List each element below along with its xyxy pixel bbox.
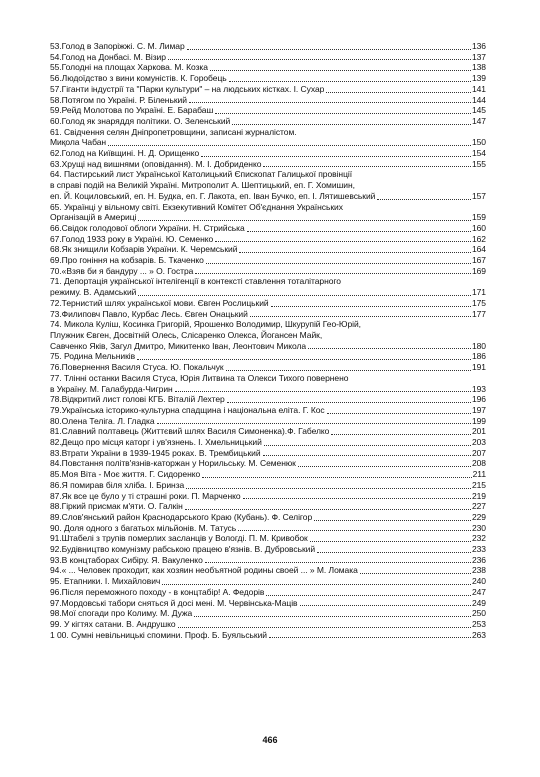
toc-entry	[50, 95, 486, 106]
toc-entry-page: 177	[471, 308, 486, 319]
toc-entry-last-line	[50, 148, 486, 159]
toc-entry-title-line: 65. Українці у вільному світі. Екзекутивний Комітет Об'єднання Українських	[50, 201, 343, 212]
dot-leader	[263, 166, 471, 167]
dot-leader	[157, 423, 471, 424]
dot-leader	[226, 370, 471, 371]
toc-entry-page: 232	[471, 533, 486, 544]
toc-entry	[50, 630, 486, 641]
toc-entry-title: 75. Родина Мельників	[50, 351, 136, 362]
toc-entry	[50, 159, 486, 170]
toc-entry-page: 145	[471, 105, 486, 116]
toc-entry-page: 201	[471, 426, 486, 437]
toc-entry-title-line: 64. Пастирський лист Української Католицький Єпископат Галицької провінції	[50, 169, 353, 180]
toc-entry-last-line	[50, 598, 486, 609]
dot-leader	[195, 273, 471, 274]
toc-entry-title: 93.В концтаборах Сибіру. Я. Вакуленко	[50, 554, 203, 565]
toc-entry-last-line	[50, 191, 486, 202]
toc-entry-last-line	[50, 234, 486, 245]
toc-entry-last-line	[50, 159, 486, 170]
toc-entry	[50, 608, 486, 619]
toc-entry-title: 98.Мої спогади про Колиму. М. Дужа	[50, 608, 193, 619]
toc-entry-title: 91.Штабелі з трупів померлих засланців у Вологді. П. М. Кривобок	[50, 533, 308, 544]
toc-entry-page: 157	[471, 190, 486, 201]
toc-entry	[50, 362, 486, 373]
dot-leader	[185, 509, 471, 510]
toc-entry	[50, 266, 486, 277]
toc-entry-last-line	[50, 630, 486, 641]
toc-entry-page: 211	[472, 469, 486, 480]
toc-entry-last-line	[50, 480, 486, 491]
dot-leader	[215, 241, 471, 242]
toc-entry-page: 167	[471, 255, 486, 266]
toc-entry-title: 76.Повернення Василя Стуса. Ю. Покальчук	[50, 362, 224, 373]
toc-entry	[50, 148, 486, 159]
toc-entry-title: 80.Олена Теліга. Л. Гладка	[50, 415, 155, 426]
toc-entry	[50, 84, 486, 95]
dot-leader	[206, 263, 471, 264]
toc-entry-title: 86.Я помирав біля хліба. І. Бринза	[50, 479, 185, 490]
toc-entry-page: 197	[471, 404, 486, 415]
toc-entry-last-line	[50, 52, 486, 63]
toc-entry	[50, 426, 486, 437]
toc-entry-title: 69.Про гоніння на кобзарів. Б. Ткаченко	[50, 255, 204, 266]
toc-entry-last-line	[50, 587, 486, 598]
toc-entry-title: 66.Свідок голодової облоги України. Н. Стрийська	[50, 222, 245, 233]
toc-entry-page: 191	[471, 362, 486, 373]
toc-entry-title: 57.Гіганти індустрії та "Парки культури" – на людських кістках. І. Сухар	[50, 83, 325, 94]
toc-entry-page: 138	[471, 62, 486, 73]
toc-entry	[50, 276, 486, 297]
toc-entry-title: 63.Хрущі над вишнями (оповідання). М. І. Добриденко	[50, 158, 262, 169]
toc-entry-title: 55.Голодні на площах Харкова. М. Козка	[50, 62, 208, 73]
toc-entry-title-line: 77. Тлінні останки Василя Стуса, Юрія Литвина та Олекси Тихого повернено	[50, 372, 349, 383]
toc-entry	[50, 202, 486, 223]
toc-entry-last-line	[50, 362, 486, 373]
dot-leader	[263, 455, 471, 456]
toc-entry	[50, 458, 486, 469]
toc-entry-page: 253	[471, 618, 486, 629]
toc-entry-page: 193	[471, 383, 486, 394]
toc-entry-last-line	[50, 555, 486, 566]
toc-entry-page: 154	[471, 148, 486, 159]
dot-leader	[243, 498, 471, 499]
toc-entry-last-line	[50, 448, 486, 459]
toc-entry-last-line	[50, 576, 486, 587]
toc-entry-last-line	[50, 426, 486, 437]
toc-entry-page: 247	[471, 586, 486, 597]
toc-entry-title: еп. Й. Коциловський, еп. Н. Будка, еп. Г. Лакота, еп. Іван Бучко, еп. І. Лятишевський	[50, 190, 376, 201]
toc-entry-title: 70.«Взяв би я бандуру ... » О. Гостра	[50, 265, 194, 276]
dot-leader	[178, 627, 471, 628]
toc-entry-last-line	[50, 384, 486, 395]
toc-entry-title: 58.Потягом по Україні. Р. Біленький	[50, 94, 187, 105]
dot-leader	[227, 402, 471, 403]
toc-entry-page: 180	[471, 340, 486, 351]
toc-entry-last-line	[50, 394, 486, 405]
toc-entry-title: 97.Мордовські табори сняться й досі мені. М. Червінська-Маців	[50, 597, 298, 608]
toc-entry-page: 144	[471, 94, 486, 105]
toc-entry	[50, 309, 486, 320]
toc-entry-page: 159	[471, 212, 486, 223]
dot-leader	[138, 220, 471, 221]
toc-entry	[50, 255, 486, 266]
toc-entry	[50, 41, 486, 52]
toc-entry	[50, 127, 486, 148]
toc-entry	[50, 351, 486, 362]
toc-entry-page: 196	[471, 394, 486, 405]
dot-leader	[238, 530, 471, 531]
toc-entry-title: 68.Як знищили Кобзарів України. К. Черемський	[50, 244, 238, 255]
toc-entry-last-line	[50, 95, 486, 106]
table-of-contents	[50, 41, 486, 640]
toc-entry-title: 72.Тернистий шлях української мови. Євген Рослицький	[50, 297, 269, 308]
toc-entry-last-line	[50, 416, 486, 427]
dot-leader	[210, 70, 471, 71]
dot-leader	[202, 477, 471, 478]
toc-entry-page: 160	[471, 222, 486, 233]
toc-entry-page: 171	[471, 287, 486, 298]
toc-entry-page: 250	[471, 608, 486, 619]
toc-entry-page: 136	[471, 41, 486, 51]
toc-entry	[50, 234, 486, 245]
dot-leader	[232, 124, 471, 125]
toc-entry	[50, 480, 486, 491]
toc-entry-page: 199	[471, 415, 486, 426]
toc-entry-last-line	[50, 287, 486, 298]
toc-entry	[50, 319, 486, 351]
toc-entry-title: 89.Слов'янський район Краснодарського Краю (Кубань). Ф. Селігор	[50, 511, 313, 522]
toc-entry-page: 141	[471, 83, 486, 94]
toc-entry-page: 203	[471, 437, 486, 448]
toc-entry-last-line	[50, 544, 486, 555]
toc-entry-last-line	[50, 298, 486, 309]
toc-entry	[50, 223, 486, 234]
dot-leader	[327, 413, 471, 414]
toc-entry-title: 53.Голод в Запоріжжі. С. М. Лимар	[50, 41, 185, 51]
toc-entry	[50, 587, 486, 598]
toc-entry-title: 94.« ... Человек проходит, как хозяин необъятной родины своей ... » М. Ломака	[50, 565, 358, 576]
dot-leader	[271, 306, 471, 307]
toc-entry-last-line	[50, 501, 486, 512]
dot-leader	[269, 637, 471, 638]
toc-entry-title: в Україну. М. Галабурда-Чигрин	[50, 383, 173, 394]
toc-entry-page: 164	[471, 244, 486, 255]
toc-entry-title: 62.Голод на Київщині. Н. Д. Орищенко	[50, 148, 200, 159]
toc-entry-title: 78.Відкритий лист голові КГБ. Віталій Лехтер	[50, 394, 225, 405]
toc-entry-title-line: Плужник Євген, Досвітній Олесь, Слісаренко Олекса, Йогансен Майк,	[50, 329, 323, 340]
toc-entry-page: 230	[471, 522, 486, 533]
dot-leader	[215, 113, 471, 114]
toc-entry-page: 162	[471, 233, 486, 244]
toc-entry-page: 147	[471, 115, 486, 126]
toc-entry-page: 233	[471, 544, 486, 555]
toc-entry	[50, 394, 486, 405]
toc-entry-page: 240	[471, 576, 486, 587]
toc-entry	[50, 491, 486, 502]
toc-entry-last-line	[50, 212, 486, 223]
toc-entry-page: 219	[471, 490, 486, 501]
toc-entry	[50, 437, 486, 448]
toc-entry	[50, 619, 486, 630]
dot-leader	[247, 231, 471, 232]
dot-leader	[377, 199, 471, 200]
dot-leader	[317, 552, 471, 553]
toc-entry-last-line	[50, 351, 486, 362]
toc-entry-last-line	[50, 619, 486, 630]
toc-entry-title-line: 74. Микола Куліш, Косинка Григорій, Ярошенко Володимир, Шкурупій Гео-Юрій,	[50, 319, 361, 330]
toc-entry-title: 79.Українська історико-культурна спадщина і національна еліта. Г. Кос	[50, 404, 325, 415]
toc-entry-last-line	[50, 73, 486, 84]
toc-entry	[50, 298, 486, 309]
toc-entry-title: 99. У кігтях сатани. В. Андрушко	[50, 618, 176, 629]
toc-entry-title: 54.Голод на Донбасі. М. Візир	[50, 51, 166, 62]
toc-entry	[50, 576, 486, 587]
toc-entry-last-line	[50, 41, 486, 52]
toc-entry-last-line	[50, 137, 486, 148]
toc-entry-title: 95. Етапники. І. Михайлович	[50, 576, 161, 587]
toc-entry	[50, 52, 486, 63]
toc-entry-title: 73.Филиповч Павло, Курбас Лесь. Євген Онацький	[50, 308, 248, 319]
toc-entry-title: 87.Як все це було у ті страшні роки. П. Марченко	[50, 490, 241, 501]
dot-leader	[308, 348, 471, 349]
toc-entry	[50, 501, 486, 512]
dot-leader	[137, 359, 471, 360]
toc-entry	[50, 555, 486, 566]
dot-leader	[360, 573, 471, 574]
toc-entry	[50, 105, 486, 116]
toc-entry-title: 92.Будівництво комунізму рабською працею в'язнів. В. Дубровський	[50, 544, 316, 555]
dot-leader	[175, 391, 471, 392]
toc-entry-last-line	[50, 62, 486, 73]
dot-leader	[314, 520, 471, 521]
toc-entry	[50, 405, 486, 416]
toc-entry-last-line	[50, 105, 486, 116]
dot-leader	[300, 605, 471, 606]
dot-leader	[189, 102, 471, 103]
toc-entry-last-line	[50, 437, 486, 448]
toc-entry	[50, 598, 486, 609]
toc-entry-title-line: в справі подій на Великій Україні. Митрополит А. Шептицький, еп. Г. Хомишин,	[50, 180, 355, 191]
dot-leader	[326, 92, 471, 93]
toc-entry-last-line	[50, 608, 486, 619]
toc-entry-last-line	[50, 255, 486, 266]
toc-entry-title: 90. Доля одного з багатьох мільйонів. М. Татусь	[50, 522, 237, 533]
dot-leader	[205, 562, 471, 563]
dot-leader	[264, 445, 471, 446]
toc-entry-last-line	[50, 405, 486, 416]
dot-leader	[310, 541, 471, 542]
toc-entry-last-line	[50, 512, 486, 523]
toc-entry-page: 186	[471, 351, 486, 362]
toc-entry-title: 1 00. Сумні невільницькі спомини. Проф. Б. Буяльський	[50, 629, 267, 640]
toc-entry-last-line	[50, 244, 486, 255]
dot-leader	[266, 595, 471, 596]
toc-entry-title: 59.Рейд Молотова по Україні. Е. Барабаш	[50, 105, 214, 116]
toc-entry-last-line	[50, 523, 486, 534]
toc-entry	[50, 73, 486, 84]
toc-entry-page: 150	[471, 137, 486, 148]
toc-entry	[50, 373, 486, 394]
toc-entry-last-line	[50, 458, 486, 469]
toc-entry-page: 137	[471, 51, 486, 62]
dot-leader	[298, 466, 471, 467]
toc-entry-page: 227	[471, 501, 486, 512]
toc-entry-page: 169	[471, 265, 486, 276]
dot-leader	[194, 616, 471, 617]
toc-entry-title: 82.Дещо про місця каторг і ув'язнень. І. Хмельницький	[50, 437, 262, 448]
toc-entry-title: 96.Після переможного походу - в концтабір! А. Федорів	[50, 586, 265, 597]
dot-leader	[138, 295, 471, 296]
toc-entry-title-line: 71. Депортація української інтелігенції в контексті ставлення тоталітарного	[50, 276, 341, 287]
toc-entry-page: 207	[471, 447, 486, 458]
toc-entry-title: 67.Голод 1933 року в Україні. Ю. Семенко	[50, 233, 214, 244]
toc-entry-last-line	[50, 309, 486, 320]
toc-entry-title: Савченко Яків, Загул Дмитро, Микитенко Іван, Леонтович Микола	[50, 340, 307, 351]
dot-leader	[229, 81, 471, 82]
toc-entry-page: 175	[471, 297, 486, 308]
toc-entry-title-line: 61. Свідчення селян Дніпропетровщини, записані журналістом.	[50, 126, 297, 137]
toc-entry-title: Організацій в Америці	[50, 212, 137, 223]
toc-entry-page: 229	[471, 511, 486, 522]
toc-entry-page: 208	[471, 458, 486, 469]
toc-entry-last-line	[50, 469, 486, 480]
toc-entry	[50, 169, 486, 201]
dot-leader	[108, 145, 471, 146]
toc-entry	[50, 544, 486, 555]
toc-entry-last-line	[50, 565, 486, 576]
toc-entry-last-line	[50, 491, 486, 502]
toc-entry	[50, 116, 486, 127]
toc-entry-page: 236	[471, 554, 486, 565]
toc-entry	[50, 62, 486, 73]
toc-entry-title: 60.Голод як знаряддя політики. О. Зеленський	[50, 115, 231, 126]
page-number: 466	[262, 735, 278, 745]
toc-entry-last-line	[50, 266, 486, 277]
toc-entry-last-line	[50, 533, 486, 544]
dot-leader	[250, 316, 471, 317]
toc-entry	[50, 416, 486, 427]
dot-leader	[168, 59, 471, 60]
toc-entry-last-line	[50, 341, 486, 352]
toc-entry-title: 84.Повстання політв'язнів-каторжан у Норильську. М. Семенюк	[50, 458, 296, 469]
toc-entry-title: 85.Моя Віта - Моє життя. Г. Сидоренко	[50, 469, 201, 480]
toc-entry-page: 215	[471, 479, 486, 490]
toc-entry	[50, 523, 486, 534]
toc-entry-title: 83.Втрати України в 1939-1945 роках. В. Трембицький	[50, 447, 261, 458]
dot-leader	[201, 156, 471, 157]
toc-entry	[50, 533, 486, 544]
toc-entry-title: Миқола Чабан	[50, 137, 107, 148]
toc-entry-page: 155	[471, 158, 486, 169]
toc-entry	[50, 448, 486, 459]
toc-entry-last-line	[50, 84, 486, 95]
toc-entry-page: 263	[471, 629, 486, 640]
toc-entry-last-line	[50, 223, 486, 234]
toc-entry	[50, 244, 486, 255]
toc-entry	[50, 565, 486, 576]
dot-leader	[239, 252, 471, 253]
toc-entry-page: 139	[471, 73, 486, 84]
dot-leader	[331, 434, 471, 435]
dot-leader	[187, 49, 471, 50]
toc-entry-title: 56.Людоїдство з вини комуністів. К. Горобець	[50, 73, 227, 84]
dot-leader	[162, 584, 471, 585]
toc-entry-title: 88.Гіркий присмак м'яти. О. Галкін	[50, 501, 183, 512]
toc-entry-page: 238	[471, 565, 486, 576]
toc-entry	[50, 469, 486, 480]
toc-entry-title: режиму. В. Адамський	[50, 287, 137, 298]
dot-leader	[186, 488, 471, 489]
toc-entry-title: 81.Славний полтавець (Життєвий шлях Василя Симоненка).Ф. Габелко	[50, 426, 330, 437]
toc-entry-last-line	[50, 116, 486, 127]
toc-entry	[50, 512, 486, 523]
toc-entry-page: 249	[471, 597, 486, 608]
